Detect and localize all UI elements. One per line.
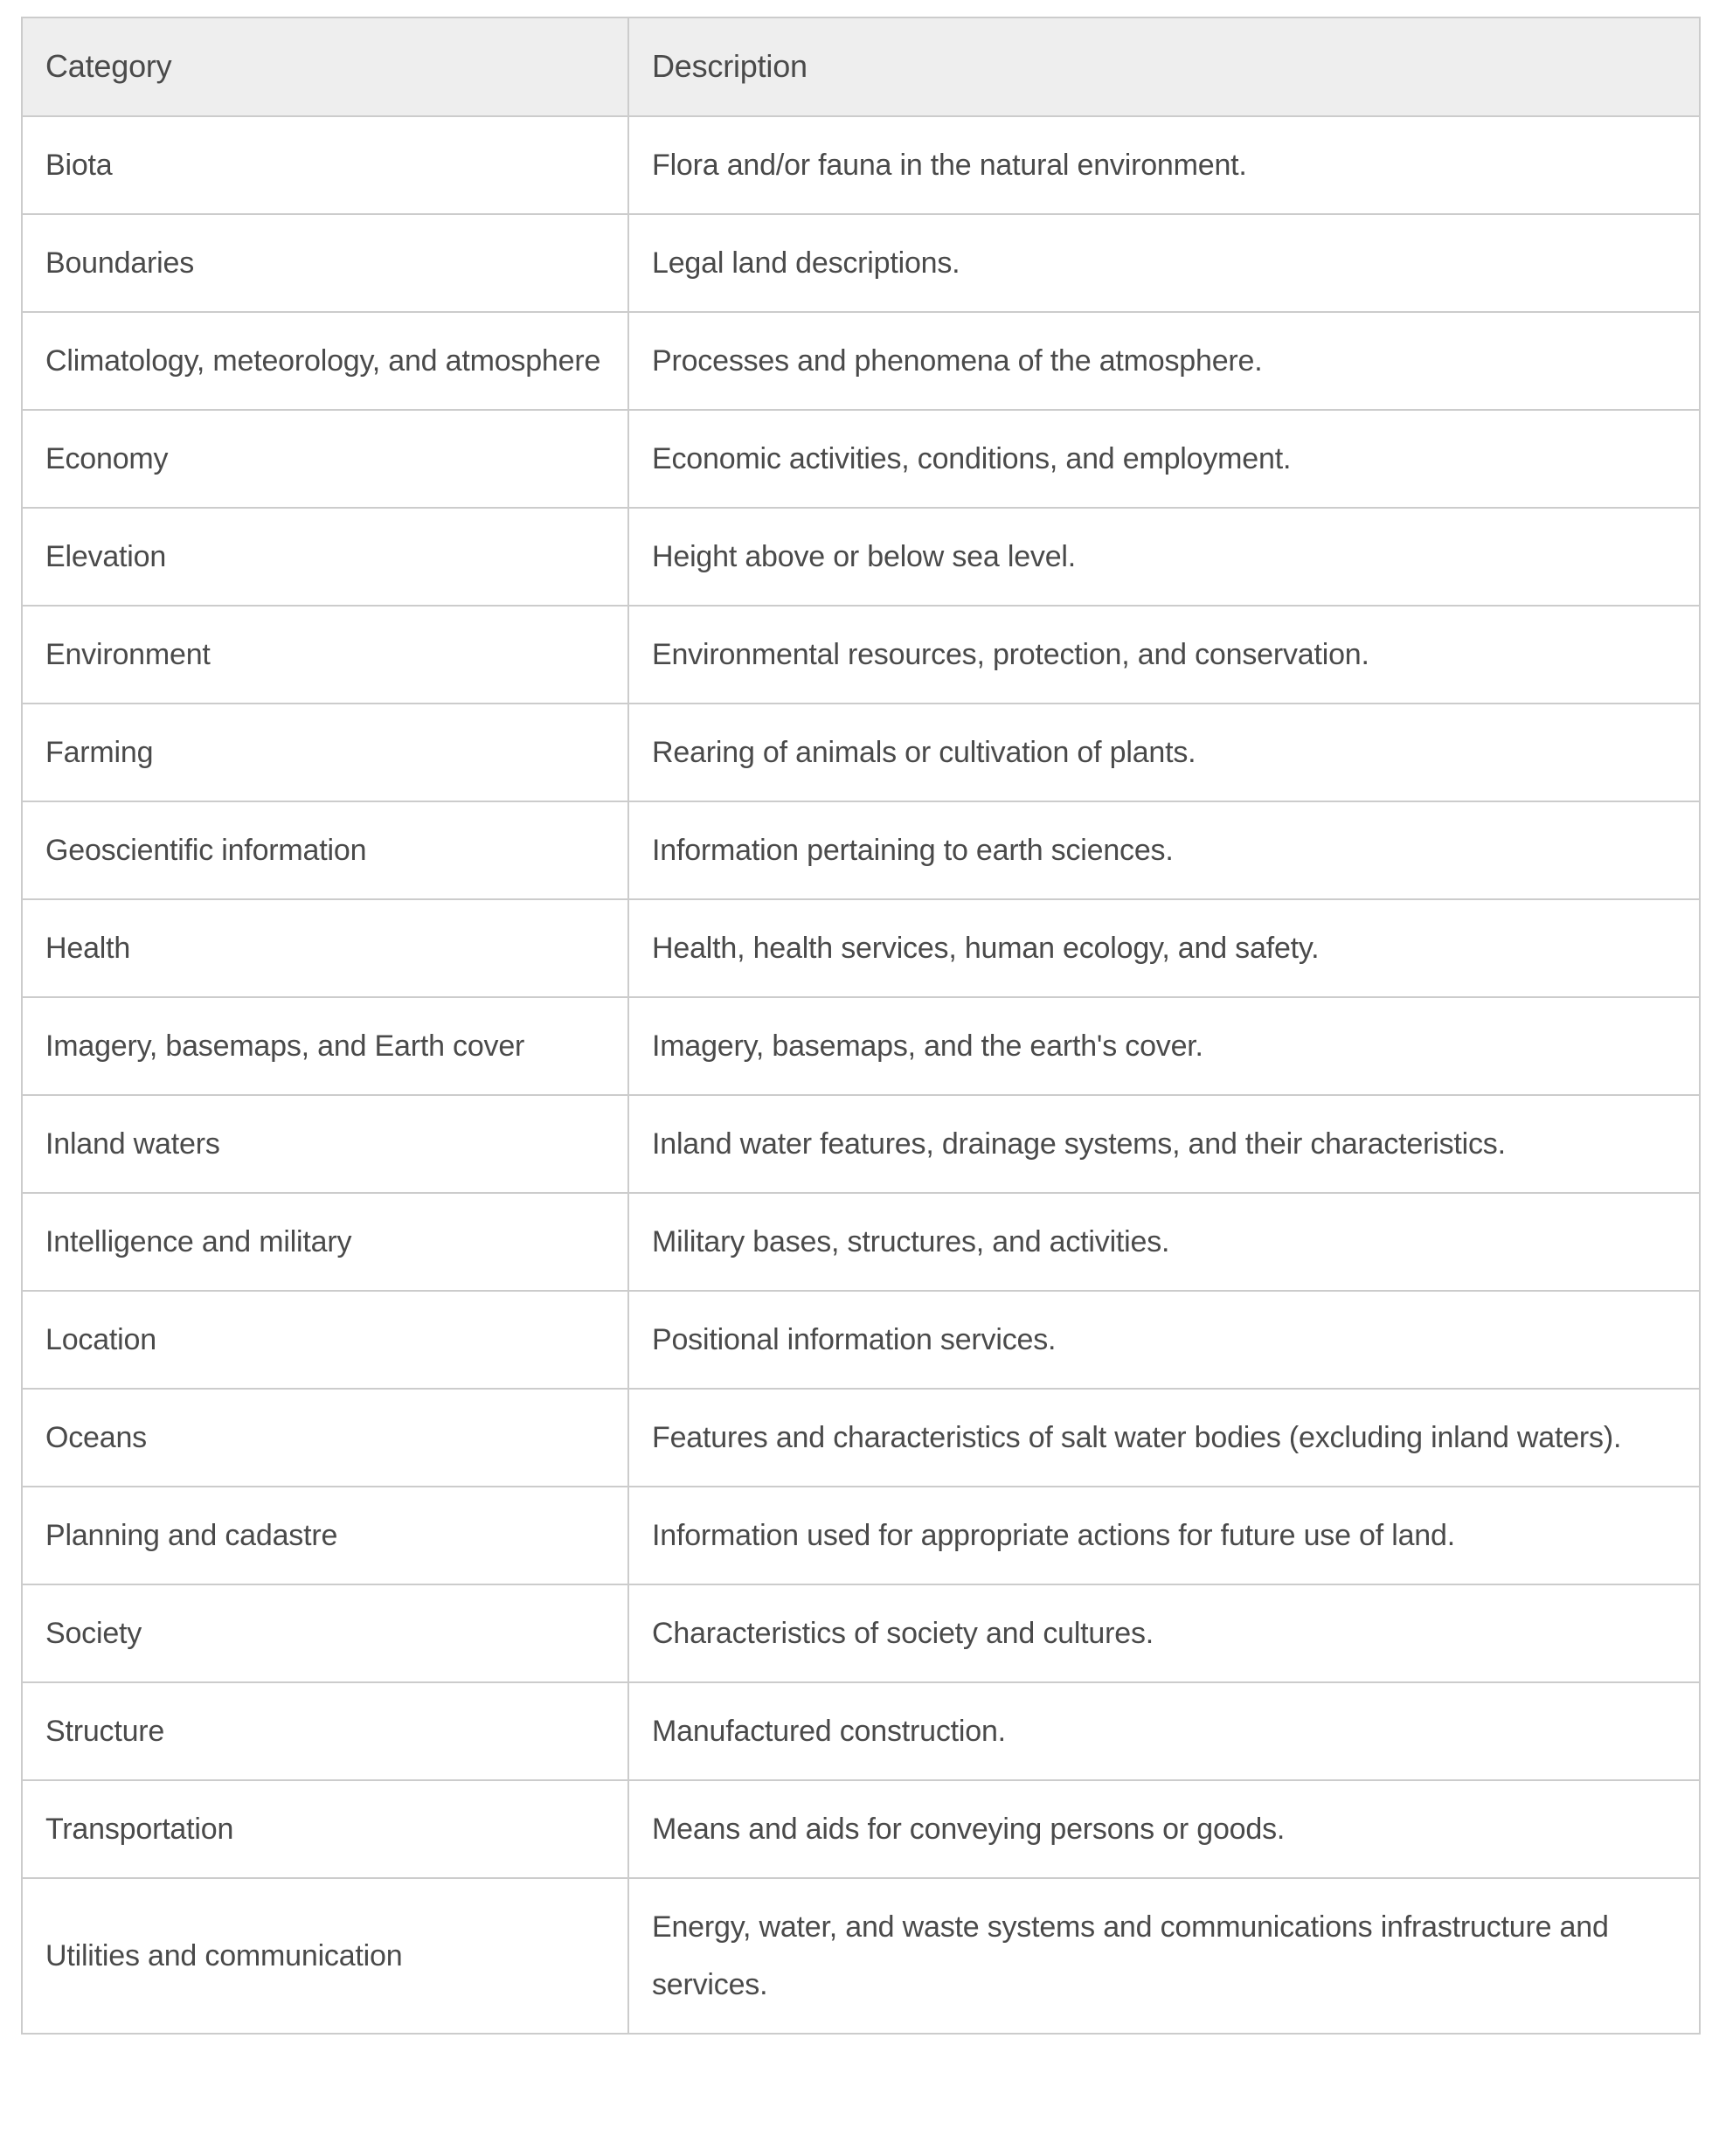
table-row [22,899,1700,997]
category-cell: Society [22,1584,628,1682]
category-cell: Environment [22,606,628,704]
description-cell: Characteristics of society and cultures. [628,1584,1700,1682]
category-cell: Location [22,1291,628,1389]
category-cell: Climatology, meteorology, and atmosphere [22,312,628,410]
category-cell: Economy [22,410,628,508]
table-row [22,801,1700,899]
table-row [22,1682,1700,1780]
table-row [22,1487,1700,1584]
category-table-container [21,17,1699,2035]
column-header-description: Description [628,17,1700,116]
table-row [22,410,1700,508]
description-cell: Means and aids for conveying persons or goods. [628,1780,1700,1878]
description-cell: Military bases, structures, and activities. [628,1193,1700,1291]
description-cell: Legal land descriptions. [628,214,1700,312]
table-row [22,1291,1700,1389]
column-header-category: Category [22,17,628,116]
description-cell: Features and characteristics of salt water bodies (excluding inland waters). [628,1389,1700,1487]
description-cell: Manufactured construction. [628,1682,1700,1780]
category-cell: Oceans [22,1389,628,1487]
category-cell: Utilities and communication [22,1878,628,2034]
description-cell: Energy, water, and waste systems and communications infrastructure and services. [628,1878,1700,2034]
description-cell: Positional information services. [628,1291,1700,1389]
category-cell: Intelligence and military [22,1193,628,1291]
table-row [22,1095,1700,1193]
description-cell: Imagery, basemaps, and the earth's cover. [628,997,1700,1095]
table-row [22,1780,1700,1878]
description-cell: Information pertaining to earth sciences. [628,801,1700,899]
table-row [22,997,1700,1095]
description-cell: Information used for appropriate actions for future use of land. [628,1487,1700,1584]
table-row [22,704,1700,801]
table-header [22,17,1700,116]
category-cell: Elevation [22,508,628,606]
category-cell: Imagery, basemaps, and Earth cover [22,997,628,1095]
description-cell: Processes and phenomena of the atmosphere. [628,312,1700,410]
table-row [22,1389,1700,1487]
category-cell: Boundaries [22,214,628,312]
header-row [22,17,1700,116]
description-cell: Rearing of animals or cultivation of plants. [628,704,1700,801]
description-cell: Flora and/or fauna in the natural environment. [628,116,1700,214]
description-cell: Inland water features, drainage systems, and their characteristics. [628,1095,1700,1193]
table-row [22,312,1700,410]
table-row [22,1193,1700,1291]
table-row [22,508,1700,606]
table-row [22,1878,1700,2034]
category-table [21,17,1701,2035]
table-body [22,116,1700,2034]
category-cell: Structure [22,1682,628,1780]
table-row [22,214,1700,312]
table-row [22,1584,1700,1682]
category-cell: Transportation [22,1780,628,1878]
table-row [22,606,1700,704]
category-cell: Biota [22,116,628,214]
description-cell: Height above or below sea level. [628,508,1700,606]
description-cell: Environmental resources, protection, and conservation. [628,606,1700,704]
category-cell: Farming [22,704,628,801]
category-cell: Planning and cadastre [22,1487,628,1584]
category-cell: Geoscientific information [22,801,628,899]
category-cell: Inland waters [22,1095,628,1193]
description-cell: Economic activities, conditions, and employment. [628,410,1700,508]
table-row [22,116,1700,214]
description-cell: Health, health services, human ecology, and safety. [628,899,1700,997]
category-cell: Health [22,899,628,997]
